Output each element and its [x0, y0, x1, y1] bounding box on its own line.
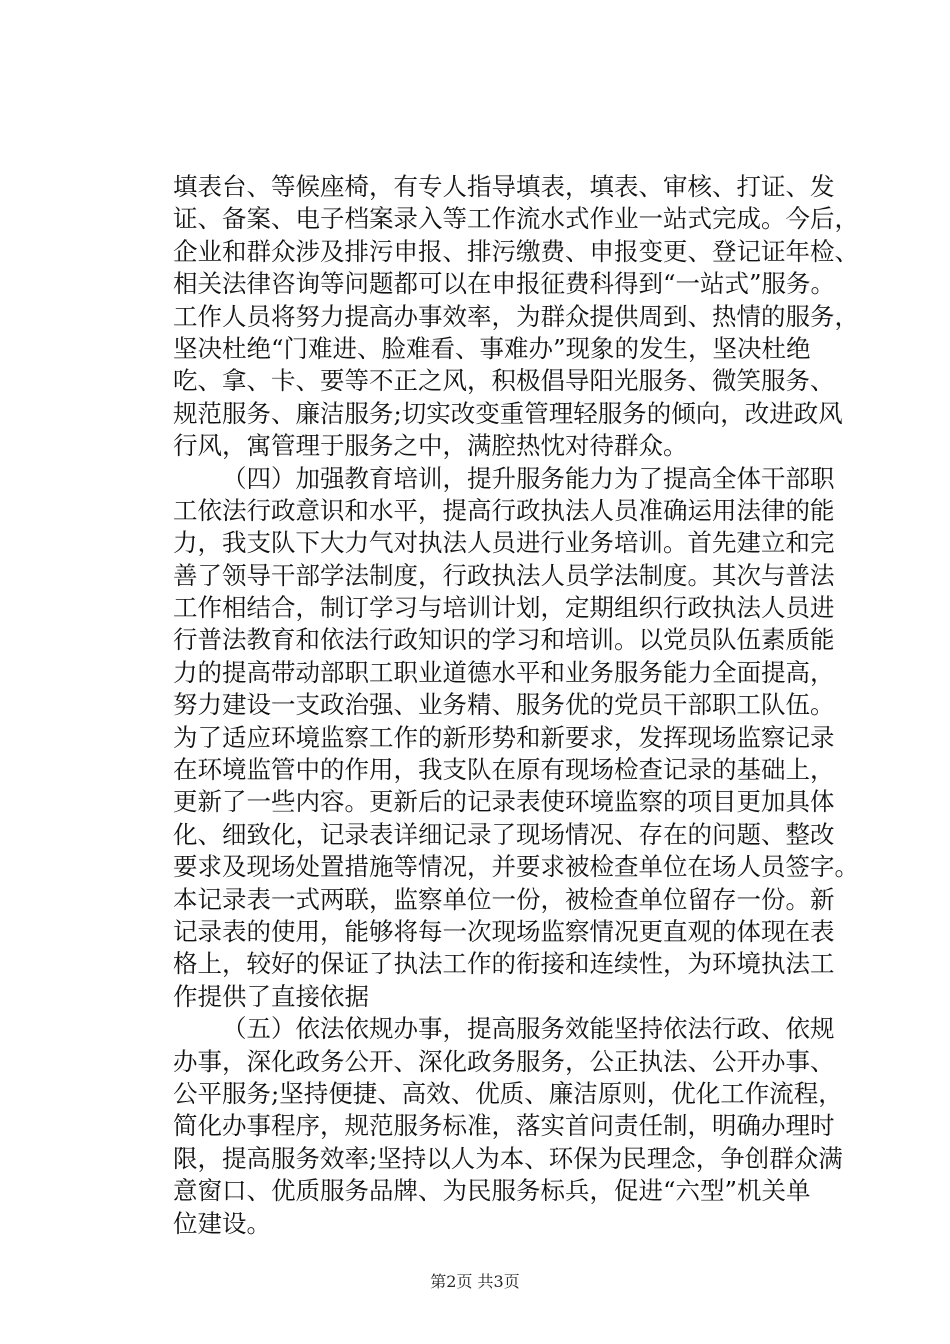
text-line: 公平服务;坚持便捷、高效、优质、廉洁原则，优化工作流程，: [173, 1078, 843, 1108]
text-line: 简化办事程序，规范服务标准，落实首问责任制，明确办理时: [173, 1111, 835, 1141]
text-line: 化、细致化，记录表详细记录了现场情况、存在的问题、整改: [173, 819, 835, 849]
text-line: 企业和群众涉及排污申报、排污缴费、申报变更、登记证年检、: [173, 236, 859, 266]
text-line: 办事，深化政务公开、深化政务服务，公正执法、公开办事、: [173, 1046, 835, 1076]
page-footer: [0, 1272, 950, 1292]
text-line: 位建设。: [173, 1208, 271, 1238]
text-line: 证、备案、电子档案录入等工作流水式作业一站式完成。今后，: [173, 204, 859, 234]
text-line: 填表台、等候座椅，有专人指导填表，填表、审核、打证、发: [173, 172, 835, 201]
text-line: 工作人员将努力提高办事效率，为群众提供周到、热情的服务，: [173, 301, 859, 331]
text-line: 力，我支队下大力气对执法人员进行业务培训。首先建立和完: [173, 528, 835, 558]
text-line: 格上，较好的保证了执法工作的衔接和连续性，为环境执法工: [173, 949, 835, 979]
text-line: 在环境监管中的作用，我支队在原有现场检查记录的基础上，: [173, 755, 835, 785]
text-line: 相关法律咨询等问题都可以在申报征费科得到“一站式”服务。: [173, 269, 836, 299]
text-line: 规范服务、廉洁服务;切实改变重管理轻服务的倾向，改进政风: [173, 398, 843, 428]
text-line: 本记录表一式两联，监察单位一份，被检查单位留存一份。新: [173, 884, 835, 914]
page-total: 共3页: [477, 1272, 520, 1291]
text-line: 工作相结合，制订学习与培训计划，定期组织行政执法人员进: [173, 593, 835, 623]
text-line: 善了领导干部学法制度，行政执法人员学法制度。其次与普法: [173, 560, 835, 590]
text-line: 力的提高带动部职工职业道德水平和业务服务能力全面提高，: [173, 657, 835, 687]
text-line: 限，提高服务效率;坚持以人为本、环保为民理念，争创群众满: [173, 1143, 843, 1173]
text-line: 作提供了直接依据: [173, 981, 369, 1011]
text-line: 行普法教育和依法行政知识的学习和培训。以党员队伍素质能: [173, 625, 835, 655]
text-line: 记录表的使用，能够将每一次现场监察情况更直观的体现在表: [173, 916, 835, 946]
page-number: 第2页: [430, 1272, 473, 1291]
text-line: 更新了一些内容。更新后的记录表使环境监察的项目更加具体: [173, 787, 835, 817]
text-line: 坚决杜绝“门难进、脸难看、事难办”现象的发生，坚决杜绝: [173, 333, 811, 363]
text-line: 工依法行政意识和水平，提高行政执法人员准确运用法律的能: [173, 495, 835, 525]
text-line: 吃、拿、卡、要等不正之风，积极倡导阳光服务、微笑服务、: [173, 366, 835, 396]
text-line: 要求及现场处置措施等情况，并要求被检查单位在场人员签字。: [173, 852, 859, 882]
text-line: 努力建设一支政治强、业务精、服务优的党员干部职工队伍。: [173, 690, 835, 720]
document-body: [173, 171, 859, 1240]
section-heading-line: （五）依法依规办事，提高服务效能坚持依法行政、依规: [222, 1014, 835, 1044]
text-line: 行风，寓管理于服务之中，满腔热忱对待群众。: [173, 431, 688, 461]
section-heading-line: （四）加强教育培训，提升服务能力为了提高全体干部职: [222, 463, 835, 493]
text-line: 为了适应环境监察工作的新形势和新要求，发挥现场监察记录: [173, 722, 835, 752]
text-line: 意窗口、优质服务品牌、为民服务标兵，促进“六型”机关单: [173, 1176, 811, 1206]
